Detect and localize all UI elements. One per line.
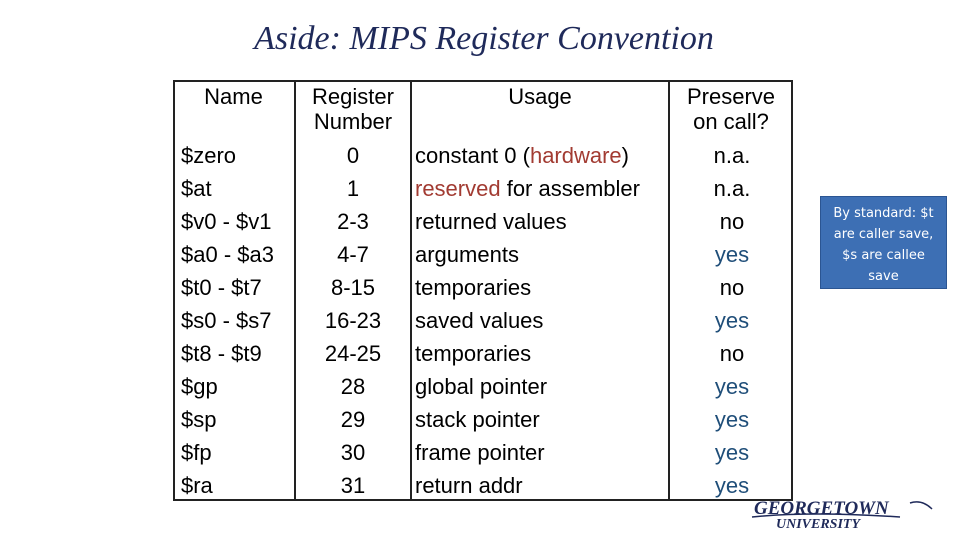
- register-usage: [415, 440, 545, 466]
- callout-note: [820, 196, 947, 289]
- column-divider: [410, 82, 412, 499]
- register-name: $zero: [181, 143, 237, 168]
- register-usage: [415, 242, 519, 268]
- register-name: $gp: [181, 374, 218, 399]
- register-name: $at: [181, 176, 212, 201]
- register-name: $ra: [181, 473, 213, 498]
- register-usage: [415, 275, 531, 301]
- register-number: 30: [340, 440, 366, 465]
- usage-text: constant 0 (: [415, 143, 530, 168]
- register-number: 29: [340, 407, 366, 432]
- logo-text-line2: UNIVERSITY: [776, 517, 861, 531]
- preserve-value: yes: [714, 407, 750, 432]
- register-name: $t8 - $t9: [181, 341, 262, 366]
- register-usage: [415, 341, 531, 367]
- usage-text: arguments: [415, 242, 519, 267]
- register-usage: [415, 308, 543, 334]
- register-number: 28: [340, 374, 366, 399]
- preserve-value: n.a.: [713, 176, 751, 201]
- slide-title: Aside: MIPS Register Convention: [254, 20, 714, 57]
- georgetown-university-logo: [750, 497, 935, 531]
- register-table: [173, 80, 793, 501]
- preserve-value: yes: [714, 473, 750, 498]
- header-preserve-line1: Preserve: [686, 84, 776, 109]
- preserve-value: no: [719, 209, 745, 234]
- usage-text: stack pointer: [415, 407, 540, 432]
- header-name: Name: [204, 84, 263, 109]
- register-usage: [415, 374, 547, 400]
- register-usage: [415, 473, 523, 499]
- register-usage: [415, 143, 629, 169]
- register-name: $sp: [181, 407, 217, 432]
- preserve-value: no: [719, 341, 745, 366]
- register-number: 2-3: [337, 209, 369, 234]
- register-number: 1: [346, 176, 360, 201]
- preserve-value: n.a.: [713, 143, 751, 168]
- register-usage: [415, 407, 540, 433]
- register-name: $s0 - $s7: [181, 308, 272, 333]
- register-number: 8-15: [330, 275, 376, 300]
- register-number: 0: [346, 143, 360, 168]
- register-name: $fp: [181, 440, 212, 465]
- register-name: $a0 - $a3: [181, 242, 274, 267]
- note-line: $s are callee: [842, 248, 925, 263]
- usage-text: temporaries: [415, 341, 532, 366]
- preserve-value: yes: [714, 242, 750, 267]
- logo-flourish: [910, 502, 932, 509]
- preserve-value: yes: [714, 440, 750, 465]
- logo-text-line1: GEORGETOWN: [754, 498, 889, 519]
- register-usage: [415, 176, 640, 202]
- register-name: $t0 - $t7: [181, 275, 262, 300]
- usage-text: saved values: [415, 308, 544, 333]
- register-number: 24-25: [324, 341, 382, 366]
- column-divider: [668, 82, 670, 499]
- usage-text: global pointer: [415, 374, 548, 399]
- preserve-value: no: [719, 275, 745, 300]
- usage-highlight: reserved: [415, 176, 501, 201]
- register-number: 31: [340, 473, 366, 498]
- note-line: save: [868, 269, 899, 284]
- register-number: 4-7: [337, 242, 369, 267]
- usage-text: return addr: [415, 473, 523, 498]
- note-line: By standard: $t: [833, 206, 934, 221]
- register-number: 16-23: [324, 308, 382, 333]
- header-usage: Usage: [508, 84, 572, 109]
- header-preserve-line2: on call?: [693, 109, 769, 134]
- usage-text: temporaries: [415, 275, 532, 300]
- usage-text: ): [621, 143, 629, 168]
- register-usage: [415, 209, 567, 235]
- register-name: $v0 - $v1: [181, 209, 272, 234]
- usage-highlight: hardware: [529, 143, 622, 168]
- header-number-line1: Register: [312, 84, 394, 109]
- preserve-value: yes: [714, 308, 750, 333]
- note-line: are caller save,: [833, 227, 934, 242]
- usage-text: returned values: [415, 209, 567, 234]
- preserve-value: yes: [714, 374, 750, 399]
- usage-text: frame pointer: [415, 440, 545, 465]
- header-number-line2: Number: [313, 109, 393, 134]
- usage-text: for assembler: [500, 176, 640, 201]
